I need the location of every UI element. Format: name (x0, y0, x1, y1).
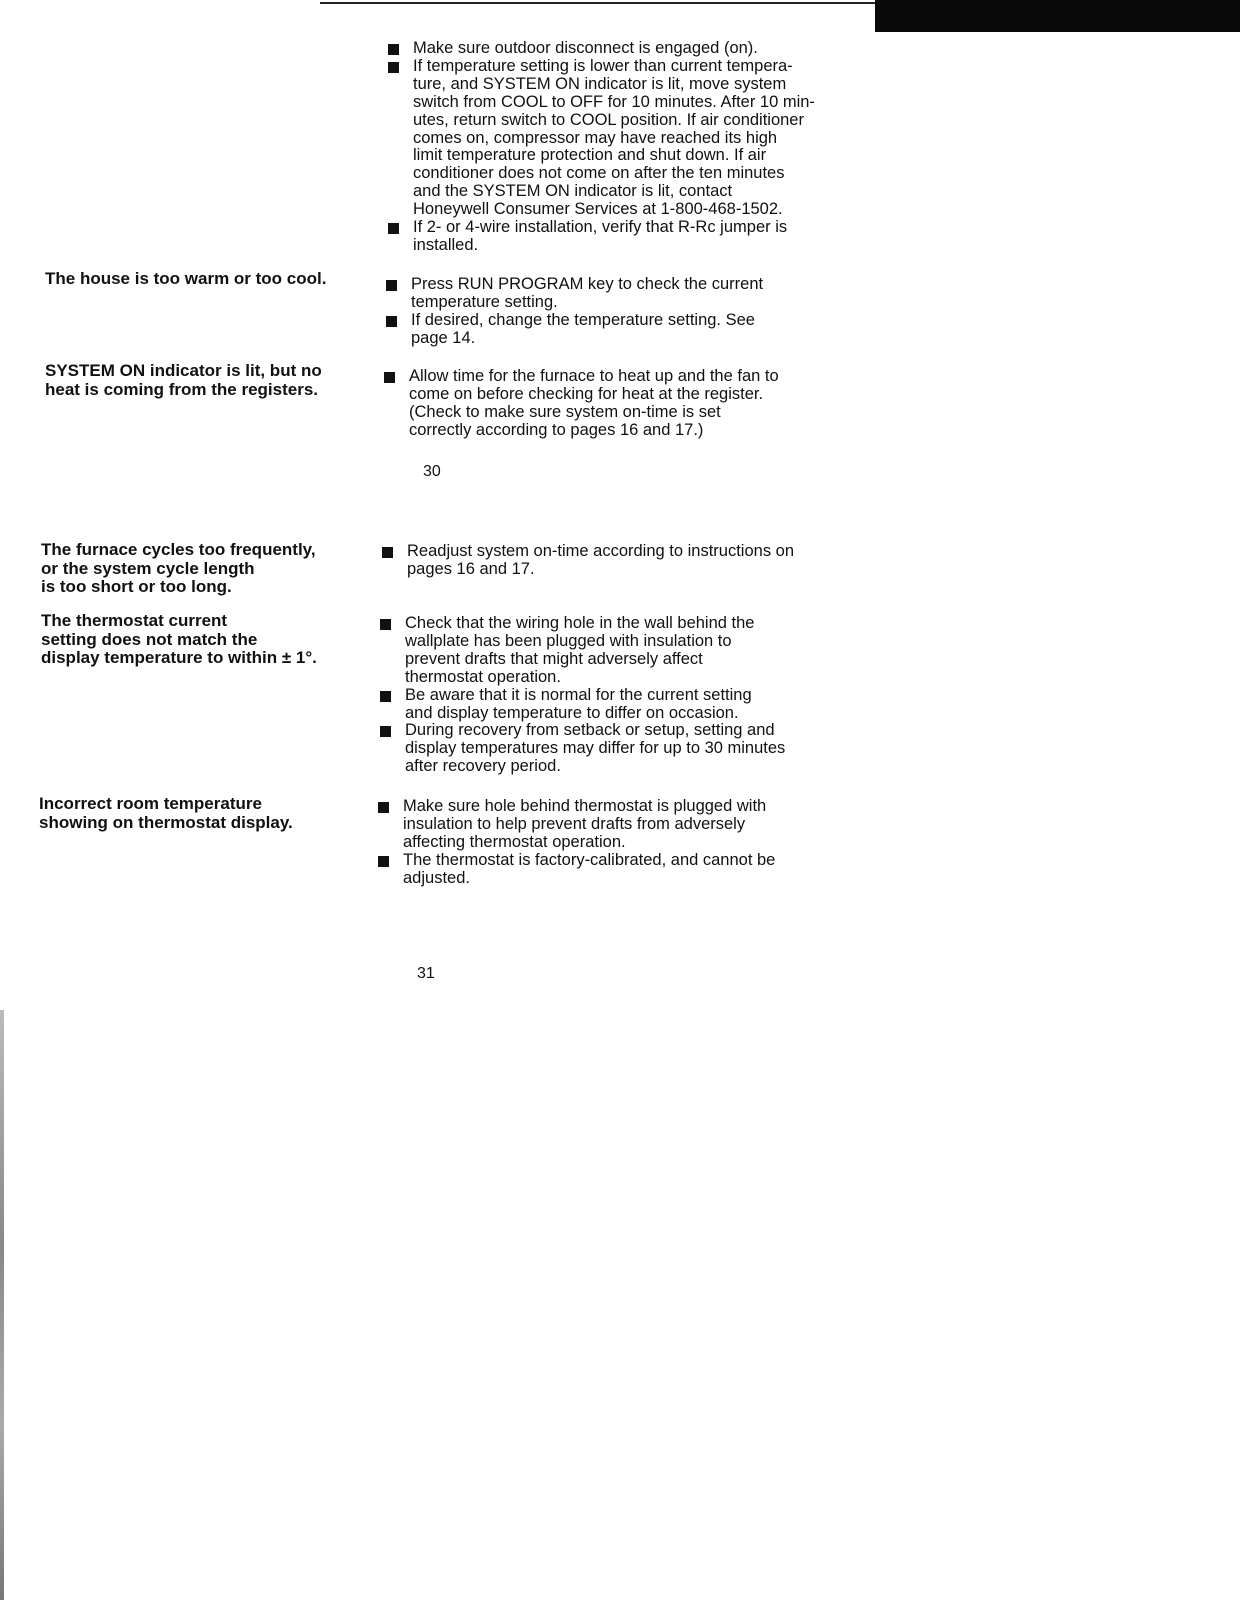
square-bullet-icon (386, 280, 397, 291)
solution-item (388, 40, 828, 58)
solution-text: Press RUN PROGRAM key to check the current temperature setting. (411, 275, 764, 311)
solution-text: If temperature setting is lower than current tempera- ture, and SYSTEM ON indicator is lit, move system switch from COOL to OFF for 10 minutes. After 10 min- utes, return switch to COOL position. If air conditioner comes on, compressor may have reached its high limit temperature protection and shut down. If air conditioner does not come on after the ten minutes and the SYSTEM ON indicator is lit, contact Honeywell Consumer Services at 1-800-468-1502. (413, 56, 815, 219)
square-bullet-icon (378, 856, 389, 867)
solution-item (378, 852, 818, 888)
problem-heading: The thermostat current setting does not match the display temperature to within ± 1°. (41, 611, 317, 667)
solution-list (388, 40, 828, 255)
solution-list (380, 615, 820, 776)
solution-item (386, 312, 826, 348)
square-bullet-icon (388, 44, 399, 55)
square-bullet-icon (384, 372, 395, 383)
square-bullet-icon (388, 62, 399, 73)
top-rule (320, 2, 875, 4)
square-bullet-icon (380, 726, 391, 737)
page-number: 31 (417, 965, 435, 982)
solution-item (388, 219, 828, 255)
solution-list (386, 276, 826, 348)
solution-text: Readjust system on-time according to instructions on pages 16 and 17. (407, 542, 795, 578)
solution-item (388, 58, 828, 219)
solution-item (384, 368, 824, 440)
solution-text: Be aware that it is normal for the current setting and display temperature to differ on occasion. (405, 685, 752, 722)
solution-item (380, 615, 820, 687)
problem-heading: SYSTEM ON indicator is lit, but no heat is coming from the registers. (45, 361, 322, 399)
solution-item (378, 798, 818, 852)
top-black-bar (875, 0, 1240, 32)
solution-item (382, 543, 822, 579)
solution-text: If desired, change the temperature setting. See page 14. (411, 310, 755, 347)
solution-text: Check that the wiring hole in the wall behind the wallplate has been plugged with insulation to prevent drafts that might adversely affect thermostat operation. (405, 614, 755, 686)
solution-text: Allow time for the furnace to heat up and the fan to come on before checking for heat at the register. (Check to make sure system on-time is set correctly according to pages 16 and 17.) (409, 367, 779, 439)
scan-edge (0, 1010, 4, 1600)
square-bullet-icon (382, 547, 393, 558)
square-bullet-icon (378, 802, 389, 813)
problem-heading: The furnace cycles too frequently, or the system cycle length is too short or too long. (41, 540, 316, 596)
square-bullet-icon (380, 691, 391, 702)
solution-item (380, 722, 820, 776)
problem-heading: Incorrect room temperature showing on thermostat display. (39, 794, 293, 832)
solution-text: The thermostat is factory-calibrated, and cannot be adjusted. (403, 850, 776, 887)
problem-heading: The house is too warm or too cool. (45, 269, 327, 288)
solution-item (386, 276, 826, 312)
solution-item (380, 687, 820, 723)
solution-text: Make sure outdoor disconnect is engaged (on). (413, 39, 758, 57)
solution-text: If 2- or 4-wire installation, verify that R-Rc jumper is installed. (413, 218, 788, 254)
solution-text: During recovery from setback or setup, setting and display temperatures may differ for up to 30 minutes after recovery period. (405, 721, 786, 776)
square-bullet-icon (388, 223, 399, 234)
solution-list (384, 368, 824, 440)
solution-text: Make sure hole behind thermostat is plugged with insulation to help prevent drafts from adversely affecting thermostat operation. (403, 797, 767, 851)
solution-list (378, 798, 818, 888)
page-number: 30 (423, 463, 441, 480)
square-bullet-icon (386, 316, 397, 327)
solution-list (382, 543, 822, 579)
square-bullet-icon (380, 619, 391, 630)
